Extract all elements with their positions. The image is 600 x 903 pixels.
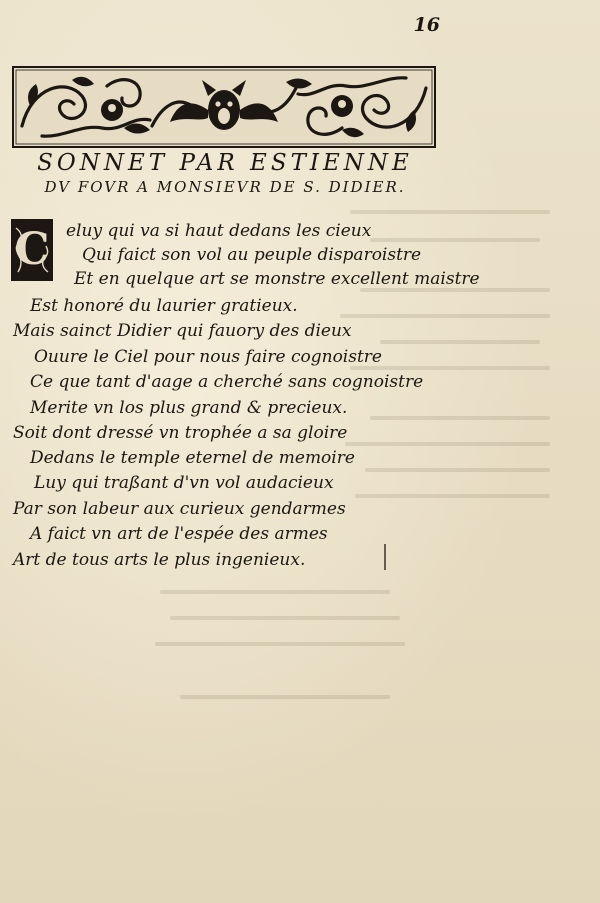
verse-line-11: Luy qui traßant d'vn vol audacieux — [34, 473, 334, 493]
verse-line-7: Ce que tant d'aage a cherché sans cognoistre — [30, 372, 424, 392]
sonnet-subtitle: DV FOVR A MONSIEVR DE S. DIDIER. — [44, 178, 406, 196]
verse-line-2: Qui faict son vol au peuple disparoistre — [82, 245, 422, 265]
verse-line-8: Merite vn los plus grand & precieux. — [30, 398, 348, 418]
verse-line-12: Par son labeur aux curieux gendarmes — [13, 499, 346, 519]
verse-line-3: Et en quelque art se monstre excellent maistre — [74, 269, 480, 289]
verse-line-14: Art de tous arts le plus ingenieux. — [13, 550, 306, 570]
verse-line-6: Ouure le Ciel pour nous faire cognoistre — [34, 347, 382, 367]
verse-line-4: Est honoré du laurier gratieux. — [30, 296, 298, 316]
decorated-dropcap — [10, 218, 54, 282]
verse-line-5: Mais sainct Didier qui fauory des dieux — [13, 321, 352, 341]
woodcut-headpiece-ornament — [12, 66, 436, 148]
svg-text:C: C — [14, 224, 50, 275]
ink-mark — [383, 544, 387, 570]
verse-line-10: Dedans le temple eternel de memoire — [30, 448, 355, 468]
verse-line-1: eluy qui va si haut dedans les cieux — [66, 221, 372, 241]
verse-line-9: Soit dont dressé vn trophée a sa gloire — [13, 423, 348, 443]
page-number: 16 — [413, 14, 440, 36]
sonnet-title: SONNET PAR ESTIENNE — [37, 150, 413, 176]
verse-line-13: A faict vn art de l'espée des armes — [30, 524, 328, 544]
